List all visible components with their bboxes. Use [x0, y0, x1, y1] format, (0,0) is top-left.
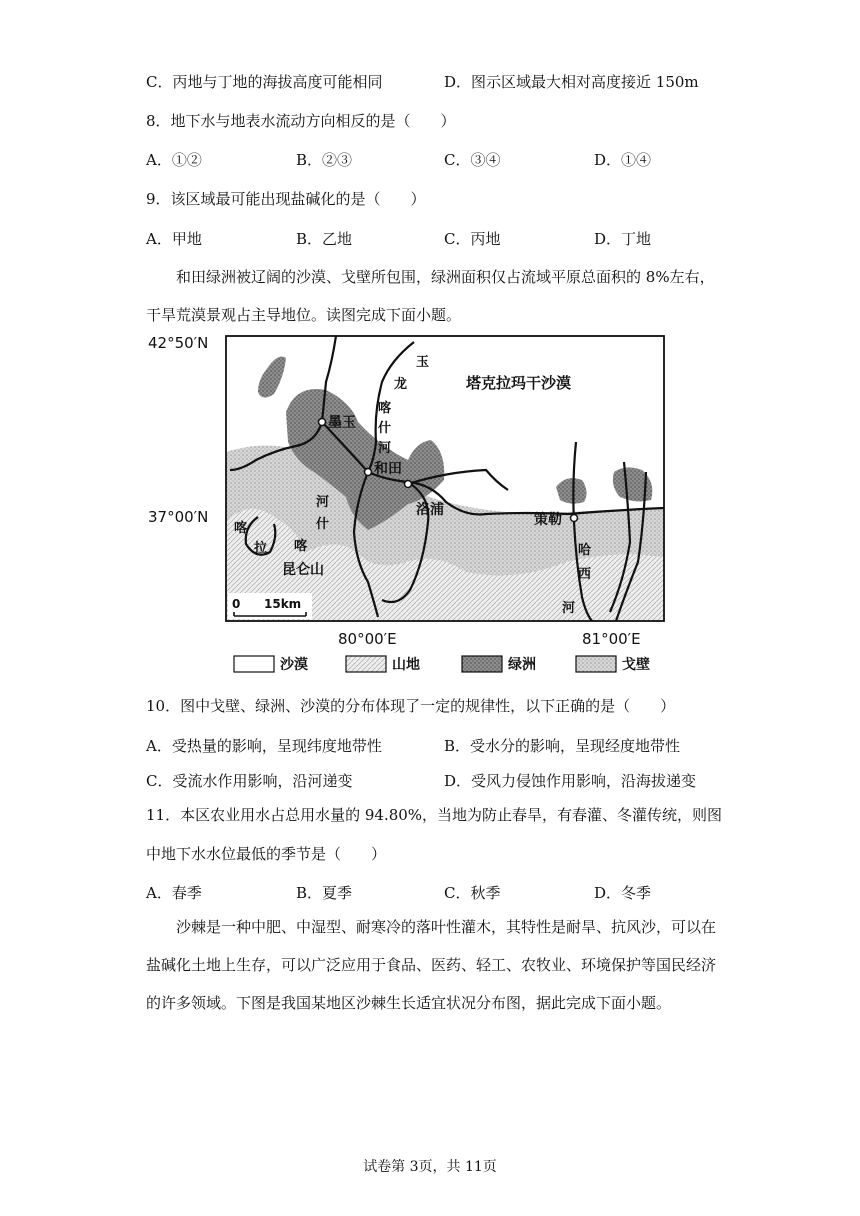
lon-right-label: 81°00′E: [582, 630, 641, 648]
river-yulong-char-5: 河: [378, 441, 392, 456]
hetian-map: [146, 322, 706, 682]
river-yulong-char-2: 龙: [394, 377, 408, 392]
legend-swatch-desert: [234, 656, 274, 672]
river-kashi-char-2: 什: [316, 517, 330, 532]
town-hetian-label: 和田: [374, 461, 402, 477]
town-moyu-marker: [319, 419, 326, 426]
intro-seabuckthorn-text: 沙棘是一种中肥、中湿型、耐寒冷的落叶性灌木，其特性是耐旱、抗风沙，可以在盐碱化土地上生存，可以广泛应用于食品、医药、轻工、农牧业、环境保护等国民经济的许多领域。下图是我国某地区沙棘生长适宜状况分布图，据此完成下面小题。: [146, 918, 717, 1012]
scale-zero-label: 0: [232, 597, 241, 611]
scale-bar: [228, 593, 312, 619]
q9-option-c: C．丙地: [444, 230, 501, 248]
river-kala-char-2: 拉: [254, 541, 268, 556]
q7-option-c: C．丙地与丁地的海拔高度可能相同: [146, 73, 383, 91]
town-luopu-marker: [405, 481, 412, 488]
lon-left-label: 80°00′E: [338, 630, 397, 648]
q9-option-b: B．乙地: [296, 230, 353, 248]
river-kala-char-1: 喀: [234, 521, 248, 536]
legend-gobi-label: 戈壁: [622, 657, 650, 673]
q10-stem: 10．图中戈壁、绿洲、沙漠的分布体现了一定的规律性，以下正确的是（ ）: [146, 697, 676, 715]
river-kashi-char-3: 喀: [294, 539, 308, 554]
river-haxi-char-2: 西: [578, 567, 592, 582]
q10-option-b: B．受水分的影响，呈现经度地带性: [444, 737, 681, 755]
town-cele-label: 策勒: [534, 512, 562, 528]
q8-option-a: A．①②: [146, 151, 202, 169]
q9-option-d: D．丁地: [594, 230, 652, 248]
intro-hetian-text: 和田绿洲被辽阔的沙漠、戈壁所包围，绿洲面积仅占流域平原总面积的 8%左右，干旱荒漠景观占主导地位。读图完成下面小题。: [146, 268, 715, 324]
q11-stem-line-2: 中地下水水位最低的季节是（ ）: [146, 845, 387, 863]
legend-swatch-oasis: [462, 656, 502, 672]
q8-option-c: C．③④: [444, 151, 501, 169]
town-hetian-marker: [365, 469, 372, 476]
q11-stem-line-1: 11．本区农业用水占总用水量的 94.80%，当地为防止春旱，有春灌、冬灌传统，则图: [146, 806, 723, 824]
q9-stem: 9．该区域最可能出现盐碱化的是（ ）: [146, 190, 426, 208]
q11-option-d: D．冬季: [594, 884, 652, 902]
legend-mountain-label: 山地: [392, 657, 420, 673]
q8-option-b: B．②③: [296, 151, 353, 169]
river-haxi-char-1: 哈: [578, 543, 592, 558]
intro-paragraph-seabuckthorn: [146, 908, 718, 1022]
q10-option-d: D．受风力侵蚀作用影响，沿海拔递变: [444, 772, 697, 790]
mountain-label: 昆仑山: [282, 562, 324, 578]
scale-distance-label: 15km: [264, 597, 302, 611]
q10-option-c: C．受流水作用影响，沿河递变: [146, 772, 353, 790]
legend-swatch-mountain: [346, 656, 386, 672]
lat-mid-label: 37°00′N: [148, 508, 209, 526]
q8-stem: 8．地下水与地表水流动方向相反的是（ ）: [146, 112, 456, 130]
legend-swatch-gobi: [576, 656, 616, 672]
town-moyu-label: 墨玉: [328, 415, 356, 431]
lat-top-label: 42°50′N: [148, 334, 209, 352]
q9-option-a: A．甲地: [146, 230, 202, 248]
legend-oasis-label: 绿洲: [508, 657, 536, 673]
q10-option-a: A．受热量的影响，呈现纬度地带性: [146, 737, 382, 755]
river-haxi-char-3: 河: [562, 601, 576, 616]
river-yulong-char-4: 什: [378, 421, 392, 436]
town-cele-marker: [571, 515, 578, 522]
map-legend: [234, 656, 650, 673]
hetian-map-figure: [146, 322, 706, 682]
river-kashi-char-1: 河: [316, 495, 330, 510]
desert-label: 塔克拉玛干沙漠: [466, 374, 572, 392]
q7-option-d: D．图示区域最大相对高度接近 150m: [444, 73, 699, 91]
page-footer: 试卷第 3页，共 11页: [363, 1159, 497, 1175]
q11-option-a: A．春季: [146, 884, 202, 902]
q11-option-b: B．夏季: [296, 884, 353, 902]
town-luopu-label: 洛浦: [416, 502, 444, 518]
legend-desert-label: 沙漠: [280, 657, 308, 673]
river-yulong-char-1: 玉: [416, 355, 430, 370]
q8-option-d: D．①④: [594, 151, 652, 169]
q11-option-c: C．秋季: [444, 884, 501, 902]
river-yulong-char-3: 喀: [378, 401, 392, 416]
